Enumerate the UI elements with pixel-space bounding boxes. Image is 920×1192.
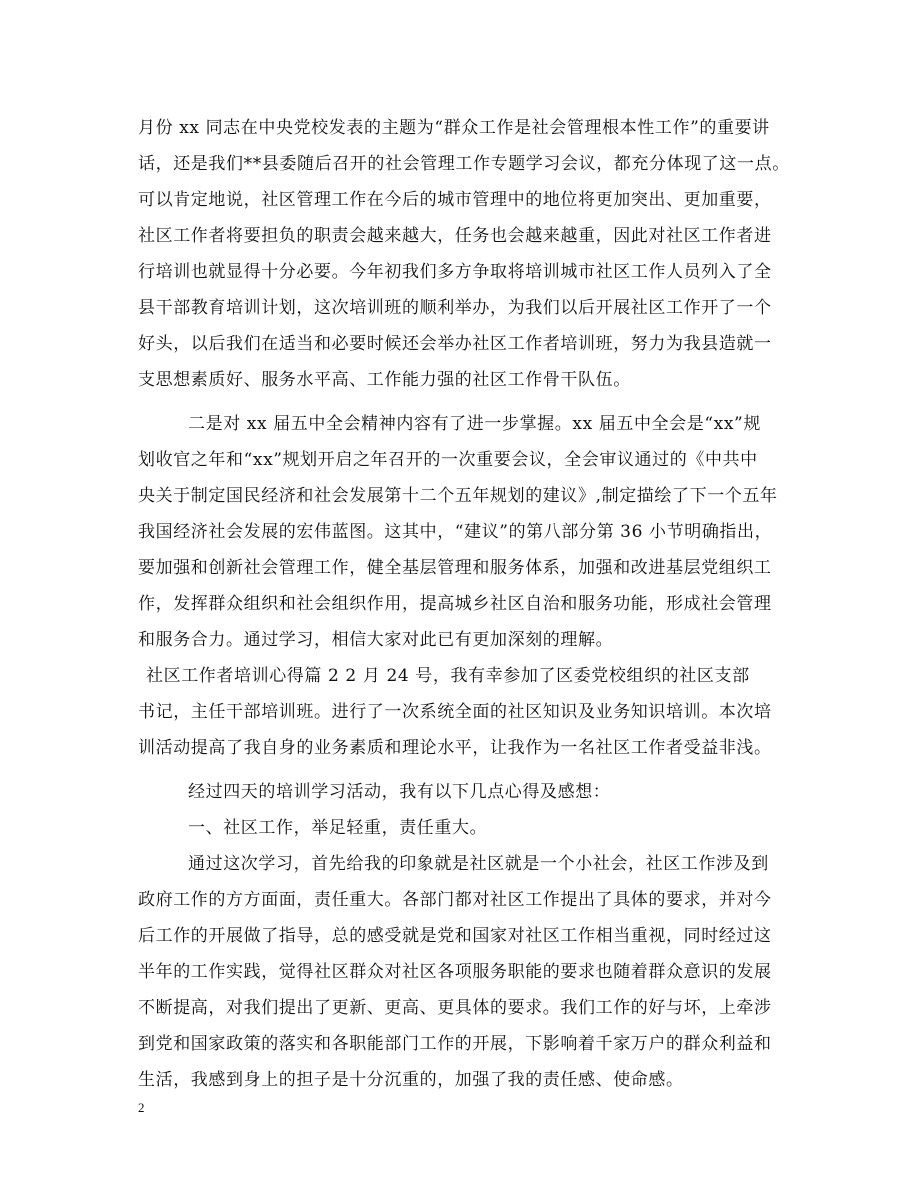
text-line: 不断提高，对我们提出了更新、更高、更具体的要求。我们工作的好与坏，上牵涉 xyxy=(138,998,772,1018)
text-line: 好头，以后我们在适当和必要时候还会举办社区工作者培训班，努力为我县造就一 xyxy=(138,334,772,354)
text-line: 训活动提高了我自身的业务素质和理论水平，让我作为一名社区工作者受益非浅。 xyxy=(138,738,772,758)
text-line: 后工作的开展做了指导，总的感受就是党和国家对社区工作相当重视，同时经过这 xyxy=(138,926,772,946)
text-line: 到党和国家政策的落实和各职能部门工作的开展，下影响着千家万户的群众利益和 xyxy=(138,1034,772,1054)
text-line: 央关于制定国民经济和社会发展第十二个五年规划的建议》,制定描绘了下一个五年 xyxy=(138,486,778,506)
subheading-line: 一、社区工作，举足轻重，责任重大。 xyxy=(188,818,488,838)
text-line: 可以肯定地说，社区管理工作在今后的城市管理中的地位将更加突出、更加重要， xyxy=(138,190,772,210)
page-number: 2 xyxy=(138,1100,145,1115)
text-line: 话，还是我们**县委随后召开的社会管理工作专题学习会议，都充分体现了这一点。 xyxy=(138,154,790,174)
text-line: 作，发挥群众组织和社会组织作用，提高城乡社区自治和服务功能，形成社会管理 xyxy=(138,594,772,614)
text-line: 和服务合力。通过学习，相信大家对此已有更加深刻的理解。 xyxy=(138,630,614,650)
section-heading-line: 社区工作者培训心得篇 2 2 月 24 号，我有幸参加了区委党校组织的社区支部 xyxy=(146,666,750,686)
text-line: 行培训也就显得十分必要。今年初我们多方争取将培训城市社区工作人员列入了全 xyxy=(138,262,772,282)
text-line: 我国经济社会发展的宏伟蓝图。这其中，“建议”的第八部分第 36 小节明确指出， xyxy=(138,522,773,542)
paragraph-first-line: 二是对 xx 届五中全会精神内容有了进一步掌握。xx 届五中全会是“xx”规 xyxy=(188,414,761,434)
text-line: 要加强和创新社会管理工作，健全基层管理和服务体系，加强和改进基层党组织工 xyxy=(138,558,772,578)
text-line: 县干部教育培训计划，这次培训班的顺利举办，为我们以后开展社区工作开了一个 xyxy=(138,298,772,318)
text-line: 社区工作者将要担负的职责会越来越大，任务也会越来越重，因此对社区工作者进 xyxy=(138,226,772,246)
text-line: 半年的工作实践，觉得社区群众对社区各项服务职能的要求也随着群众意识的发展 xyxy=(138,962,772,982)
text-line: 月份 xx 同志在中央党校发表的主题为“群众工作是社会管理根本性工作”的重要讲 xyxy=(138,118,770,138)
text-line: 生活，我感到身上的担子是十分沉重的，加强了我的责任感、使命感。 xyxy=(138,1070,684,1090)
text-line: 书记，主任干部培训班。进行了一次系统全面的社区知识及业务知识培训。本次培 xyxy=(138,702,772,722)
text-line: 支思想素质好、服务水平高、工作能力强的社区工作骨干队伍。 xyxy=(138,370,631,390)
paragraph-first-line: 经过四天的培训学习活动，我有以下几点心得及感想： xyxy=(188,782,611,802)
paragraph-first-line: 通过这次学习，首先给我的印象就是社区就是一个小社会，社区工作涉及到 xyxy=(188,854,769,874)
text-line: 划收官之年和“xx”规划开启之年召开的一次重要会议，全会审议通过的《中共中 xyxy=(138,450,758,470)
text-line: 政府工作的方方面面，责任重大。各部门都对社区工作提出了具体的要求，并对今 xyxy=(138,890,772,910)
